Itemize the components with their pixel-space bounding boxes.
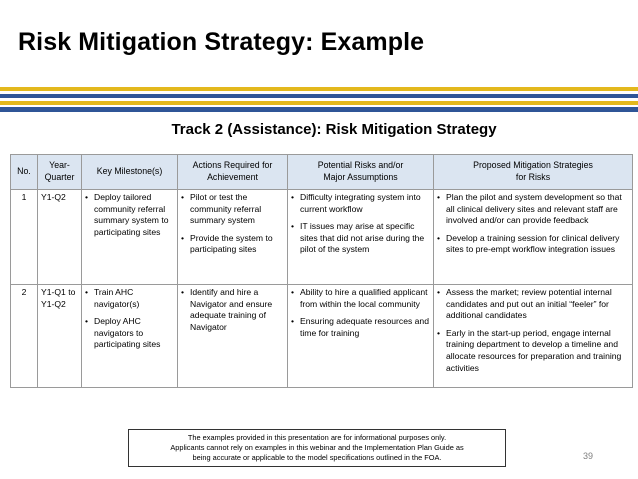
slide-title: Risk Mitigation Strategy: Example <box>18 28 425 56</box>
row-actions <box>178 190 288 285</box>
table-subtitle: Track 2 (Assistance): Risk Mitigation Strategy <box>171 121 497 138</box>
header-key-milestones: Key Milestone(s) <box>82 155 178 190</box>
list-item: • Ability to hire a qualified applicant from within the local community <box>291 287 430 310</box>
list-item: • Develop a training session for clinical delivery sites to pre-empt workflow integration issues <box>437 233 629 256</box>
row-number: 1 <box>11 190 38 285</box>
list-item: • Ensuring adequate resources and time for training <box>291 316 430 339</box>
list-item: • Identify and hire a Navigator and ensure adequate training of Navigator <box>181 287 284 333</box>
list-item: • Deploy tailored community referral summary system to participating sites <box>85 192 174 238</box>
list-item: • Assess the market; review potential internal candidates and put out an initial “feeler” for additional candidates <box>437 287 629 322</box>
risk-mitigation-table <box>10 154 633 388</box>
row-risks <box>288 190 434 285</box>
row-quarter: Y1-Q2 <box>38 190 82 285</box>
list-item: • Train AHC navigator(s) <box>85 287 174 310</box>
table-row <box>11 190 633 285</box>
disclaimer-line: being accurate or applicable to the model specifications outlined in the FOA. <box>192 453 442 462</box>
header-strategies: Proposed Mitigation Strategies for Risks <box>434 155 633 190</box>
row-strategies <box>434 285 633 388</box>
disclaimer-line: The examples provided in this presentation are for informational purposes only. <box>187 433 447 442</box>
list-item: • Early in the start-up period, engage internal training department to develop a timeline and allocate resources for preparation and training activities <box>437 328 629 374</box>
row-strategies <box>434 190 633 285</box>
row-risks <box>288 285 434 388</box>
header-no: No. <box>11 155 38 190</box>
header-actions: Actions Required for Achievement <box>178 155 288 190</box>
disclaimer-box <box>128 429 506 467</box>
list-item: • IT issues may arise at specific sites that did not arise during the pilot of the system <box>291 221 430 256</box>
list-item: • Pilot or test the community referral summary system <box>181 192 284 227</box>
disclaimer-line: Applicants cannot rely on examples in this webinar and the Implementation Plan Guide as <box>170 443 464 452</box>
stripe-blue-bottom <box>0 107 638 112</box>
list-item: • Difficulty integrating system into current workflow <box>291 192 430 215</box>
header-risks: Potential Risks and/or Major Assumptions <box>288 155 434 190</box>
list-item: • Provide the system to participating sites <box>181 233 284 256</box>
row-number: 2 <box>11 285 38 388</box>
list-item: • Plan the pilot and system development so that all clinical delivery sites and relevant staff are involved and/or can provide feedback <box>437 192 629 227</box>
row-milestones <box>82 190 178 285</box>
row-milestones <box>82 285 178 388</box>
header-year-quarter: Year- Quarter <box>38 155 82 190</box>
list-item: • Deploy AHC navigators to participating sites <box>85 316 174 351</box>
table-header-row <box>11 155 633 190</box>
page-number: 39 <box>583 451 594 461</box>
row-quarter: Y1-Q1 to Y1-Q2 <box>38 285 82 388</box>
table-row <box>11 285 633 388</box>
row-actions <box>178 285 288 388</box>
